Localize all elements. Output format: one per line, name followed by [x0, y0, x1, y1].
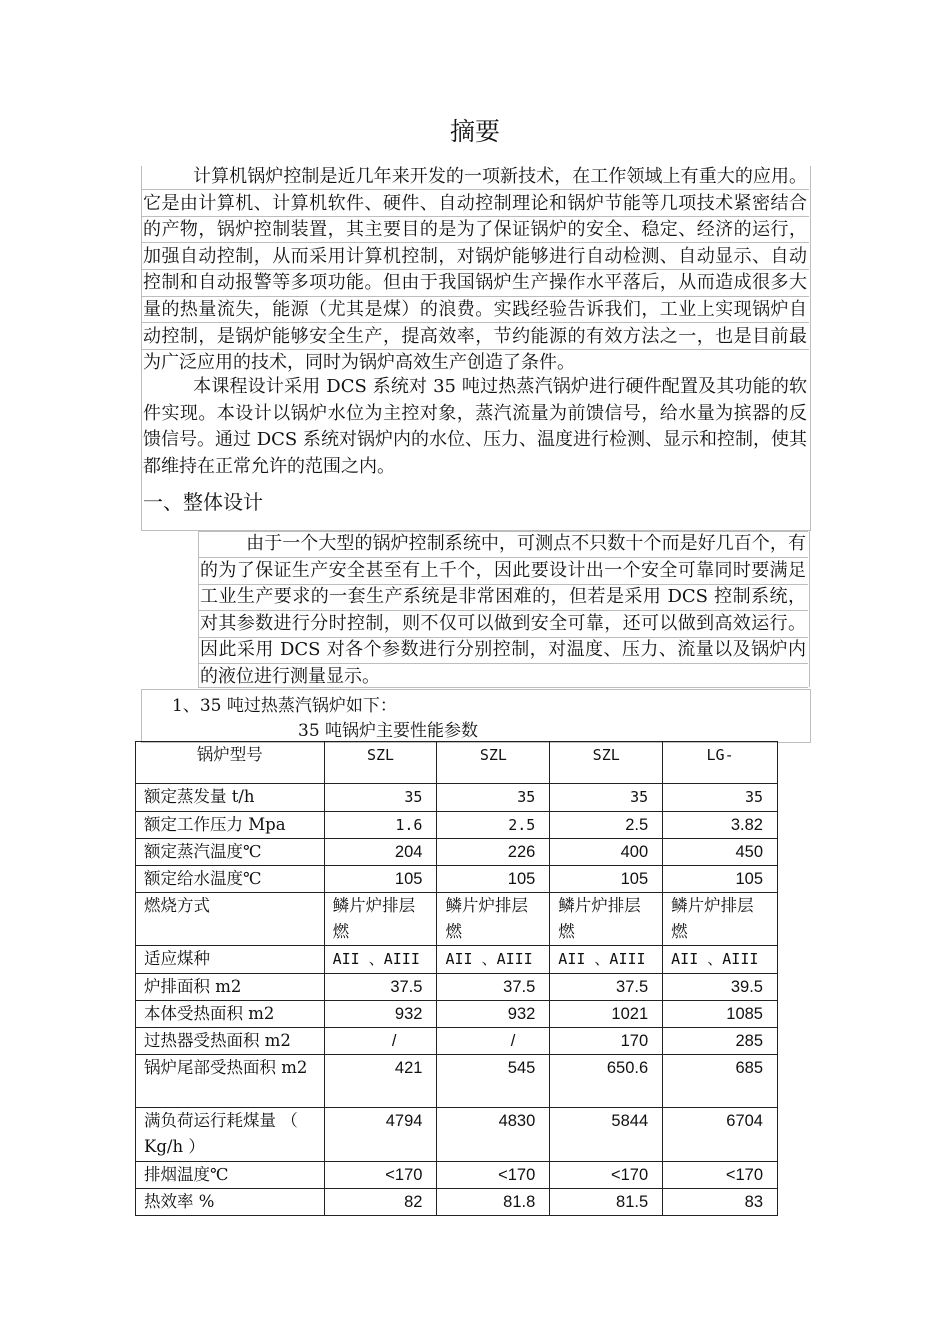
- table-cell: AII 、AIII: [437, 946, 550, 974]
- header-cell: SZL: [324, 742, 437, 784]
- table-cell: 鳞片炉排层燃: [437, 893, 550, 946]
- table-cell: 545: [437, 1055, 550, 1108]
- table-cell: 81.8: [437, 1189, 550, 1216]
- table-cell: 鳞片炉排层燃: [550, 893, 663, 946]
- table-cell: 1.6: [324, 812, 437, 839]
- row-label: 适应煤种: [136, 946, 325, 974]
- table-cell: 105: [550, 866, 663, 893]
- table-cell: 685: [663, 1055, 778, 1108]
- table-cell: 83: [663, 1189, 778, 1216]
- table-row: [136, 1001, 778, 1028]
- table-cell: 932: [324, 1001, 437, 1028]
- sub-heading: 1、35 吨过热蒸汽锅炉如下：: [172, 696, 397, 716]
- row-label: 燃烧方式: [136, 893, 325, 946]
- table-row: [136, 1055, 778, 1108]
- row-label: 额定蒸发量 t/h: [136, 784, 325, 812]
- table-cell: 1021: [550, 1001, 663, 1028]
- table-cell: 3.82: [663, 812, 778, 839]
- table-cell: 105: [663, 866, 778, 893]
- table-cell: 鳞片炉排层燃: [663, 893, 778, 946]
- header-cell: 锅炉型号: [136, 742, 325, 784]
- table-cell: 105: [324, 866, 437, 893]
- header-cell: LG-: [663, 742, 778, 784]
- table-cell: AII 、AIII: [324, 946, 437, 974]
- table-cell: 4794: [324, 1108, 437, 1162]
- table-cell: AII 、AIII: [663, 946, 778, 974]
- table-cell: /: [324, 1028, 437, 1055]
- section-paragraph: 由于一个大型的锅炉控制系统中，可测点不只数十个而是好几百个，有的为了保证生产安全甚至有上千个，因此要设计出一个安全可靠同时要满足工业生产要求的一套生产系统是非常困难的，但若是采用 DCS 控制系统，对其参数进行分时控制，则不仅可以做到安全可靠，还可以做到高效运行。因此采用 DCS 对各个参数进行分别控制，对温度、压力、流量以及锅炉内的液位进行测量显示。: [200, 533, 806, 687]
- table-cell: 226: [437, 839, 550, 866]
- table-cell: <170: [663, 1162, 778, 1189]
- table-caption: 35 吨锅炉主要性能参数: [298, 721, 479, 741]
- table-row: [136, 974, 778, 1001]
- row-label: 额定给水温度℃: [136, 866, 325, 893]
- table-cell: 35: [437, 784, 550, 812]
- table-row: [136, 1162, 778, 1189]
- row-label: 额定蒸汽温度℃: [136, 839, 325, 866]
- table-cell: <170: [324, 1162, 437, 1189]
- table-cell: 2.5: [437, 812, 550, 839]
- section-heading: 一、整体设计: [143, 490, 263, 514]
- table-cell: 37.5: [550, 974, 663, 1001]
- row-label: 热效率 %: [136, 1189, 325, 1216]
- performance-table: [135, 741, 778, 1216]
- table-row: [136, 812, 778, 839]
- abstract-paragraph-1: 计算机锅炉控制是近几年来开发的一项新技术，在工作领域上有重大的应用。它是由计算机、计算机软件、硬件、自动控制理论和锅炉节能等几项技术紧密结合的产物，锅炉控制装置，其主要目的是为了保证锅炉的安全、稳定、经济的运行，加强自动控制，从而采用计算机控制，对锅炉能够进行自动检测、自动显示、自动控制和自动报警等多项功能。但由于我国锅炉生产操作水平落后，从而造成很多大量的热量流失，能源（尤其是煤）的浪费。实践经验告诉我们，工业上实现锅炉自动控制，是锅炉能够安全生产，提高效率，节约能源的有效方法之一，也是目前最为广泛应用的技术，同时为锅炉高效生产创造了条件。: [143, 166, 807, 374]
- table-row: [136, 1189, 778, 1216]
- table-cell: 6704: [663, 1108, 778, 1162]
- table-cell: 1085: [663, 1001, 778, 1028]
- table-cell: 37.5: [324, 974, 437, 1001]
- table-cell: 421: [324, 1055, 437, 1108]
- table-cell: <170: [437, 1162, 550, 1189]
- table-header-row: [136, 742, 778, 784]
- table-cell: 5844: [550, 1108, 663, 1162]
- table-row: [136, 893, 778, 946]
- table-cell: 105: [437, 866, 550, 893]
- header-cell: SZL: [550, 742, 663, 784]
- table-cell: /: [437, 1028, 550, 1055]
- table-cell: 170: [550, 1028, 663, 1055]
- table-cell: 400: [550, 839, 663, 866]
- table-row: [136, 839, 778, 866]
- table-cell: 39.5: [663, 974, 778, 1001]
- table-cell: 35: [663, 784, 778, 812]
- table-cell: 204: [324, 839, 437, 866]
- abstract-paragraph-2: 本课程设计采用 DCS 系统对 35 吨过热蒸汽锅炉进行硬件配置及其功能的软件实现。本设计以锅炉水位为主控对象，蒸汽流量为前馈信号，给水量为摈器的反馈信号。通过 DCS 系统对锅炉内的水位、压力、温度进行检测、显示和控制，使其都维持在正常允许的范围之内。: [143, 376, 807, 477]
- table-cell: 4830: [437, 1108, 550, 1162]
- header-cell: SZL: [437, 742, 550, 784]
- table-cell: 650.6: [550, 1055, 663, 1108]
- table-row: [136, 946, 778, 974]
- table-cell: 285: [663, 1028, 778, 1055]
- table-row: [136, 784, 778, 812]
- row-label: 锅炉尾部受热面积 m2: [136, 1055, 325, 1108]
- table-cell: 35: [324, 784, 437, 812]
- table-row: [136, 1108, 778, 1162]
- row-label: 本体受热面积 m2: [136, 1001, 325, 1028]
- row-label: 炉排面积 m2: [136, 974, 325, 1001]
- page-title: 摘要: [449, 117, 500, 146]
- table-cell: 2.5: [550, 812, 663, 839]
- row-label: 排烟温度℃: [136, 1162, 325, 1189]
- table-cell: <170: [550, 1162, 663, 1189]
- row-label: 额定工作压力 Mpa: [136, 812, 325, 839]
- table-cell: 932: [437, 1001, 550, 1028]
- table-cell: 81.5: [550, 1189, 663, 1216]
- table-cell: 鳞片炉排层燃: [324, 893, 437, 946]
- table-row: [136, 1028, 778, 1055]
- row-label: 满负荷运行耗煤量 （ Kg/h ）: [136, 1108, 325, 1162]
- table-cell: 82: [324, 1189, 437, 1216]
- table-cell: 450: [663, 839, 778, 866]
- table-cell: 35: [550, 784, 663, 812]
- table-cell: AII 、AIII: [550, 946, 663, 974]
- row-label: 过热器受热面积 m2: [136, 1028, 325, 1055]
- table-row: [136, 866, 778, 893]
- table-cell: 37.5: [437, 974, 550, 1001]
